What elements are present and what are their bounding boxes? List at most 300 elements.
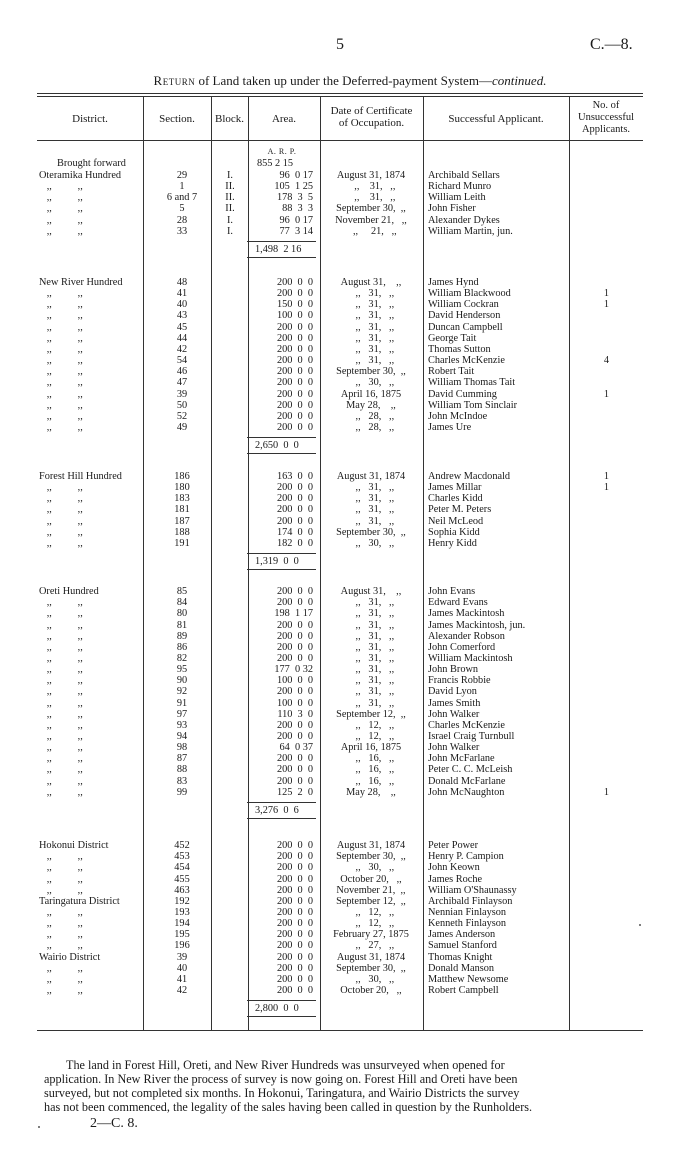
table-row [37,753,643,764]
table-row [37,653,643,664]
area-cell: 200 0 0 [276,277,313,288]
section-cell: 94 [176,731,188,742]
section-cell: 85 [176,586,188,597]
area-cell: 200 0 0 [276,504,313,516]
applicant-cell: Archibald Sellars [428,170,500,181]
header-applicant: Successful Applicant. [448,113,544,125]
date-cell: ,, 31, ,, [347,493,395,505]
district-cell: ,, ,, [39,515,83,527]
district-cell: Oteramika Hundred [39,170,122,181]
table-row [37,170,643,181]
area-cell: 200 0 0 [276,929,313,941]
date-cell: May 28, ,, [346,786,396,798]
table-row [37,963,643,974]
table-row [37,974,643,985]
date-cell: ,, 16, ,, [347,764,395,776]
area-cell: 200 0 0 [276,686,313,698]
section-cell: 50 [176,399,188,411]
area-cell: 200 0 0 [276,884,313,896]
district-cell: ,, ,, [39,862,83,874]
table-row [37,686,643,697]
block-cell: I. [226,170,233,181]
district-cell: ,, ,, [39,731,83,742]
section-cell: 454 [174,862,190,874]
area-cell: 200 0 0 [276,355,313,367]
area-cell: 200 0 0 [276,377,313,389]
table-row [37,664,643,675]
area-cell: 200 0 0 [276,422,313,433]
area-cell: 200 0 0 [276,753,313,765]
district-cell: Wairio District [39,951,101,963]
table-row [37,675,643,686]
district-cell: ,, ,, [39,355,83,367]
table-row [37,851,643,862]
district-cell: ,, ,, [39,884,83,896]
district-cell: ,, ,, [39,619,83,631]
district-cell: Forest Hill Hundred [39,471,122,482]
table-row [37,226,643,237]
table-row [37,709,643,720]
date-cell: ,, 31, ,, [347,652,395,664]
table-row [37,333,643,344]
area-cell: 88 3 3 [282,203,313,215]
area-cell: 200 0 0 [276,288,313,300]
table-row [37,874,643,885]
district-cell: ,, ,, [39,399,83,411]
district-cell: Taringatura District [39,895,120,907]
table-row [37,389,643,400]
section-cell: 87 [176,753,188,765]
block-cell: II. [225,192,235,204]
applicant-cell: William Cockran [428,299,499,311]
block-cell: II. [225,203,235,215]
table-row [37,192,643,203]
area-cell: 96 0 17 [279,170,313,181]
applicant-cell: David Cumming [428,388,497,400]
section-cell: 1 [179,181,185,193]
section-cell: 183 [174,493,190,505]
date-cell: August 31, 1874 [336,471,406,482]
date-cell: April 16, 1875 [340,742,402,754]
table-row [37,422,643,433]
table-row [37,862,643,873]
area-cell: 200 0 0 [276,918,313,929]
section-cell: 48 [176,277,188,288]
applicant-cell: Richard Munro [428,181,492,193]
district-cell: ,, ,, [39,708,83,720]
district-cell: ,, ,, [39,641,83,653]
table-row [37,215,643,226]
district-cell: ,, ,, [39,753,83,765]
brought-forward-label: Brought forward [57,158,126,169]
district-cell: ,, ,, [39,192,83,204]
district-cell: New River Hundred [39,277,123,288]
applicant-cell: William Blackwood [428,288,511,300]
date-cell: ,, 31, ,, [347,482,395,494]
area-cell: 200 0 0 [276,764,313,776]
section-cell: 52 [176,410,188,422]
table-row [37,322,643,333]
table-top-rule-2 [37,96,643,97]
applicant-cell: Samuel Stanford [428,940,497,952]
date-cell: September 12, ,, [336,895,406,907]
area-cell: 200 0 0 [276,641,313,653]
section-cell: 40 [176,962,188,974]
date-cell: October 20, ,, [340,873,402,885]
section-cell: 43 [176,310,188,322]
section-cell: 452 [174,840,190,851]
area-cell: 200 0 0 [276,619,313,631]
table-row [37,527,643,538]
area-cell: 96 0 17 [279,214,313,226]
brought-forward-area: 855 2 15 [257,158,294,169]
applicant-cell: Israel Craig Turnbull [428,731,515,742]
header-date-line2: of Occupation. [338,117,405,129]
title-suffix: continued. [491,73,547,88]
section-cell: 455 [174,873,190,885]
area-cell: 105 1 25 [274,181,313,193]
area-cell: 64 0 37 [279,742,313,754]
section-cell: 80 [176,608,188,620]
table-row [37,742,643,753]
applicant-cell: Thomas Sutton [428,343,491,355]
applicant-cell: John Comerford [428,641,496,653]
table-row [37,896,643,907]
table-row [37,299,643,310]
area-cell: 200 0 0 [276,332,313,344]
section-cell: 191 [174,537,190,549]
section-cell: 54 [176,355,188,367]
area-cell: 182 0 0 [276,537,313,549]
section-cell: 180 [174,482,190,494]
district-cell: ,, ,, [39,537,83,549]
date-cell: August 31, 1874 [336,951,406,963]
group-total: 2,650 0 0 [247,437,316,454]
area-cell: 100 0 0 [276,310,313,322]
footnote-line: application. In New River the process of survey is now going on. Forest Hill and Oreti have been [44,1072,518,1086]
section-cell: 33 [176,225,188,237]
table-bottom-rule [37,1030,643,1031]
block-cell: I. [226,225,233,237]
district-cell: ,, ,, [39,597,83,609]
table-row [37,720,643,731]
header-unsucc-line1: No. of [592,100,620,111]
section-cell: 44 [176,332,188,344]
table-row [37,377,643,388]
table-row [37,885,643,896]
section-cell: 42 [176,343,188,355]
footnote-line: surveyed, but not completed six months. In Hokonui, Taringatura, and Wairio Districts the survey [44,1086,520,1100]
district-cell: ,, ,, [39,388,83,400]
district-cell: ,, ,, [39,288,83,300]
footer-reference: 2—C. 8. [90,1116,138,1131]
page-number: 5 [336,36,344,53]
applicant-cell: James Smith [428,697,481,709]
section-cell: 192 [174,895,190,907]
area-cell: 200 0 0 [276,586,313,597]
table-row [37,504,643,515]
district-cell: ,, ,, [39,299,83,311]
table-row [37,985,643,996]
applicant-cell: Robert Tait [428,366,475,378]
district-cell: ,, ,, [39,214,83,226]
area-cell: 178 3 5 [276,192,313,204]
area-cell: 200 0 0 [276,940,313,952]
date-cell: September 30, ,, [336,526,406,538]
applicant-cell: Peter C. C. McLeish [428,764,513,776]
section-cell: 195 [174,929,190,941]
table-row [37,642,643,653]
district-cell: ,, ,, [39,321,83,333]
district-cell: ,, ,, [39,366,83,378]
date-cell: ,, 31, ,, [347,515,395,527]
date-cell: ,, 31, ,, [347,664,395,675]
table-row [37,516,643,527]
district-cell: ,, ,, [39,482,83,494]
table-row [37,608,643,619]
block-cell: I. [226,214,233,226]
header-unsucc-line2: Unsuccessful [578,112,634,123]
section-cell: 49 [176,422,188,433]
date-cell: ,, 30, ,, [347,377,395,389]
applicant-cell: William Leith [428,192,486,204]
table-row [37,310,643,321]
section-cell: 187 [174,515,190,527]
table-row [37,181,643,192]
date-cell: ,, 31, ,, [346,192,396,204]
section-cell: 463 [174,884,190,896]
section-cell: 95 [176,664,188,675]
section-cell: 46 [176,366,188,378]
date-cell: ,, 31, ,, [347,299,395,311]
district-cell: ,, ,, [39,719,83,731]
district-cell: ,, ,, [39,775,83,787]
table-row [37,731,643,742]
area-cell: 200 0 0 [276,775,313,787]
district-cell: ,, ,, [39,906,83,918]
section-cell: 453 [174,851,190,863]
section-cell: 41 [176,973,188,985]
district-cell: ,, ,, [39,940,83,952]
table-row [37,940,643,951]
district-cell: ,, ,, [39,377,83,389]
applicant-cell: James Millar [428,482,482,494]
date-cell: ,, 31, ,, [347,597,395,609]
applicant-cell: David Lyon [428,686,477,698]
applicant-cell: John Keown [428,862,480,874]
header-date-line1: Date of Certificate [330,105,413,117]
area-cell: 163 0 0 [276,471,313,482]
district-cell: ,, ,, [39,873,83,885]
area-cell: 200 0 0 [276,719,313,731]
district-cell: ,, ,, [39,343,83,355]
district-cell: ,, ,, [39,675,83,687]
applicant-cell: David Henderson [428,310,501,322]
table-row [37,355,643,366]
applicant-cell: George Tait [428,332,477,344]
area-cell: 100 0 0 [276,697,313,709]
brought-forward-row [37,158,643,169]
print-speck [38,1126,40,1128]
date-cell: ,, 21, ,, [345,225,397,237]
date-cell: ,, 28, ,, [347,422,395,433]
section-cell: 39 [176,388,188,400]
applicant-cell: James Anderson [428,929,496,941]
district-cell: ,, ,, [39,504,83,516]
area-cell: 200 0 0 [276,951,313,963]
applicant-cell: Henry P. Campion [428,851,504,863]
district-cell: ,, ,, [39,652,83,664]
area-cell: 177 0 32 [274,664,313,675]
area-units: A. R. P. [267,147,297,156]
table-row [37,631,643,642]
table-row [37,366,643,377]
applicant-cell: William Thomas Tait [428,377,516,389]
section-cell: 82 [176,652,188,664]
section-cell: 186 [174,471,190,482]
applicant-cell: John Brown [428,664,479,675]
section-cell: 97 [176,708,188,720]
date-cell: ,, 30, ,, [347,973,395,985]
district-cell: ,, ,, [39,686,83,698]
table-row [37,952,643,963]
district-cell: ,, ,, [39,310,83,322]
date-cell: ,, 31, ,, [347,697,395,709]
footnote-line: The land in Forest Hill, Oreti, and New River Hundreds was unsurveyed when opened for [66,1058,505,1072]
area-cell: 200 0 0 [276,873,313,885]
section-cell: 98 [176,742,188,754]
date-cell: September 30, ,, [336,962,406,974]
date-cell: September 30, ,, [336,366,406,378]
applicant-cell: John McNaughton [428,786,505,798]
applicant-cell: Charles McKenzie [428,719,505,731]
group-total: 1,319 0 0 [247,553,316,570]
area-cell: 200 0 0 [276,652,313,664]
area-cell: 150 0 0 [276,299,313,311]
section-cell: 196 [174,940,190,952]
section-cell: 99 [176,786,188,798]
applicant-cell: John Evans [428,586,476,597]
applicant-cell: Thomas Knight [428,951,493,963]
header-area: Area. [271,113,297,125]
header-bottom-rule [37,140,643,141]
area-cell: 200 0 0 [276,388,313,400]
header-section: Section. [159,113,195,125]
applicant-cell: Donald Manson [428,962,495,974]
district-cell: ,, ,, [39,929,83,941]
header-unsuccessful [569,100,643,136]
date-cell: ,, 12, ,, [347,918,395,929]
unsuccessful-count-cell: 1 [603,482,610,494]
title-text: of Land taken up under the Deferred-payment System— [195,73,492,88]
area-cell: 200 0 0 [276,973,313,985]
date-cell: ,, 12, ,, [347,731,395,742]
applicant-cell: John McFarlane [428,753,495,765]
section-cell: 40 [176,299,188,311]
section-cell: 188 [174,526,190,538]
applicant-cell: Sophia Kidd [428,526,480,538]
date-cell: ,, 31, ,, [347,332,395,344]
section-cell: 5 [179,203,185,215]
district-cell: ,, ,, [39,526,83,538]
header-district: District. [72,113,108,125]
area-cell: 200 0 0 [276,630,313,642]
date-cell: August 31, 1874 [336,170,406,181]
unsuccessful-count-cell: 1 [603,786,610,798]
district-cell: ,, ,, [39,764,83,776]
district-cell: ,, ,, [39,962,83,974]
group-total: 2,800 0 0 [247,1000,316,1017]
area-cell: 200 0 0 [276,906,313,918]
date-cell: ,, 28, ,, [347,410,395,422]
table-row [37,411,643,422]
area-cell: 200 0 0 [276,343,313,355]
applicant-cell: Robert Campbell [428,985,499,996]
date-cell: ,, 31, ,, [347,310,395,322]
section-cell: 84 [176,597,188,609]
block-cell: II. [225,181,235,193]
district-cell: Hokonui District [39,840,109,851]
applicant-cell: James Mackintosh [428,608,505,620]
date-cell: ,, 31, ,, [347,355,395,367]
date-cell: ,, 31, ,, [347,675,395,687]
title-lead: Return [153,73,196,88]
date-cell: ,, 12, ,, [347,719,395,731]
section-cell: 91 [176,697,188,709]
section-cell: 81 [176,619,188,631]
date-cell: February 27, 1875 [333,929,409,941]
table-row [37,586,643,597]
applicant-cell: Peter M. Peters [428,504,492,516]
table-row [37,288,643,299]
date-cell: ,, 31, ,, [347,321,395,333]
footnote-line: has not been commenced, the legality of the sales having been called in question by the Runholders. [44,1100,533,1114]
district-cell: ,, ,, [39,851,83,863]
table-row [37,277,643,288]
table-row [37,538,643,549]
district-cell: Oreti Hundred [39,586,99,597]
date-cell: ,, 31, ,, [347,504,395,516]
date-cell: ,, 12, ,, [347,906,395,918]
unsuccessful-count-cell: 1 [603,471,610,482]
district-cell: ,, ,, [39,203,83,215]
table-row [37,764,643,775]
applicant-cell: Alexander Dykes [428,214,500,226]
date-cell: ,, 16, ,, [347,775,395,787]
applicant-cell: Andrew Macdonald [428,471,511,482]
area-cell: 200 0 0 [276,597,313,609]
table-row [37,929,643,940]
date-cell: September 30, ,, [336,203,406,215]
applicant-cell: Charles Kidd [428,493,483,505]
unsuccessful-count-cell: 1 [603,299,610,311]
header-date [320,105,423,129]
area-cell: 200 0 0 [276,399,313,411]
date-cell: September 30, ,, [336,851,406,863]
section-cell: 28 [176,214,188,226]
area-cell: 200 0 0 [276,840,313,851]
unsuccessful-count-cell: 1 [603,288,610,300]
date-cell: ,, 31, ,, [347,288,395,300]
area-cell: 77 3 14 [279,225,313,237]
applicant-cell: Kenneth Finlayson [428,918,507,929]
unsuccessful-count-cell: 4 [603,355,610,367]
area-cell: 200 0 0 [276,321,313,333]
applicant-cell: Henry Kidd [428,537,477,549]
date-cell: ,, 31, ,, [347,608,395,620]
table-top-rule-1 [37,93,643,94]
applicant-cell: John Fisher [428,203,476,215]
